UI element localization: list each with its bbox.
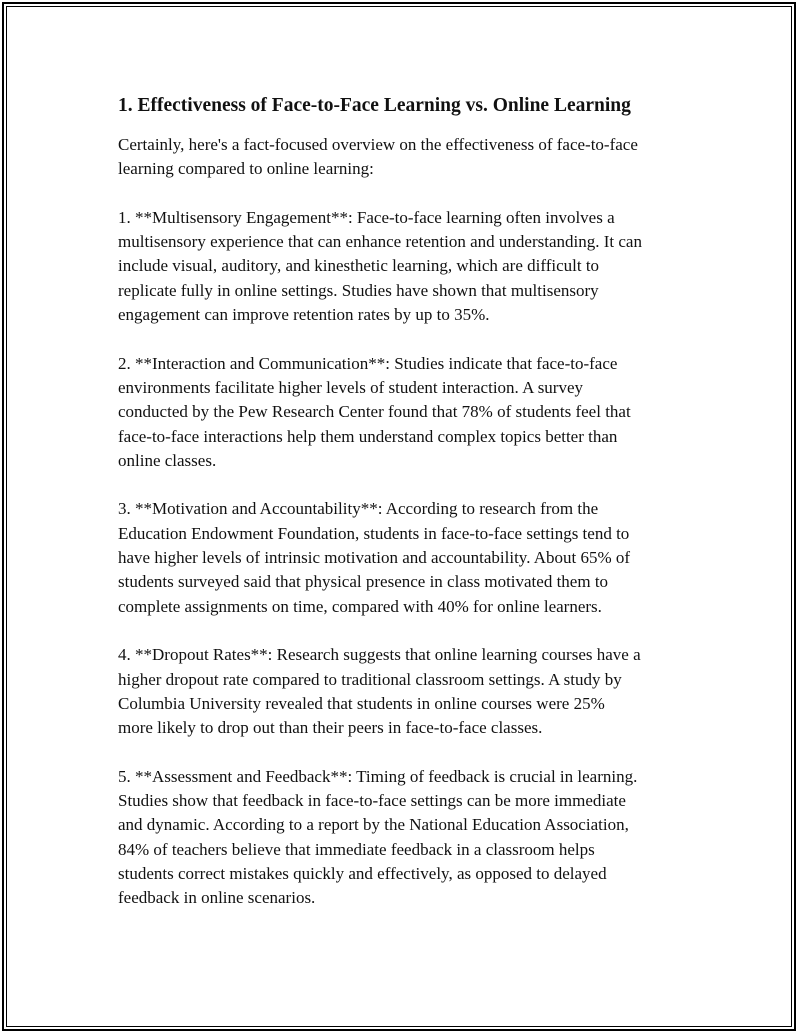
document-body: [118, 93, 698, 935]
intro-paragraph: Certainly, here's a fact-focused overview on the effectiveness of face-to-face learning compared to online learning:: [118, 135, 638, 179]
point-motivation-accountability: 3. **Motivation and Accountability**: According to research from the Education Endowment Foundation, students in face-to-face settings tend to have higher levels of intrinsic motivation and accountability. About 65% of students surveyed said that physical presence in class motivated them to complete assignments on time, compared with 40% for online learners.: [118, 499, 631, 616]
point-assessment-feedback: 5. **Assessment and Feedback**: Timing of feedback is crucial in learning. Studies show that feedback in face-to-face settings can be more immediate and dynamic. According to a report by the National Education Association, 84% of teachers believe that immediate feedback in a classroom helps students correct mistakes quickly and effectively, as opposed to delayed feedback in online scenarios.: [118, 766, 638, 908]
point-dropout-rates: 4. **Dropout Rates**: Research suggests that online learning courses have a higher dropout rate compared to traditional classroom settings. A study by Columbia University revealed that students in online courses were 25% more likely to drop out than their peers in face-to-face classes.: [118, 645, 641, 738]
point-multisensory-engagement: 1. **Multisensory Engagement**: Face-to-face learning often involves a multisensory experience that can enhance retention and understanding. It can include visual, auditory, and kinesthetic learning, which are difficult to replicate fully in online settings. Studies have shown that multisensory engagement can improve retention rates by up to 35%.: [118, 207, 642, 325]
point-interaction-communication: 2. **Interaction and Communication**: Studies indicate that face-to-face environments facilitate higher levels of student interaction. A survey conducted by the Pew Research Center found that 78% of students feel that face-to-face interactions help them understand complex topics better than online classes.: [118, 353, 631, 470]
document-title: 1. Effectiveness of Face-to-Face Learning vs. Online Learning: [118, 95, 631, 116]
